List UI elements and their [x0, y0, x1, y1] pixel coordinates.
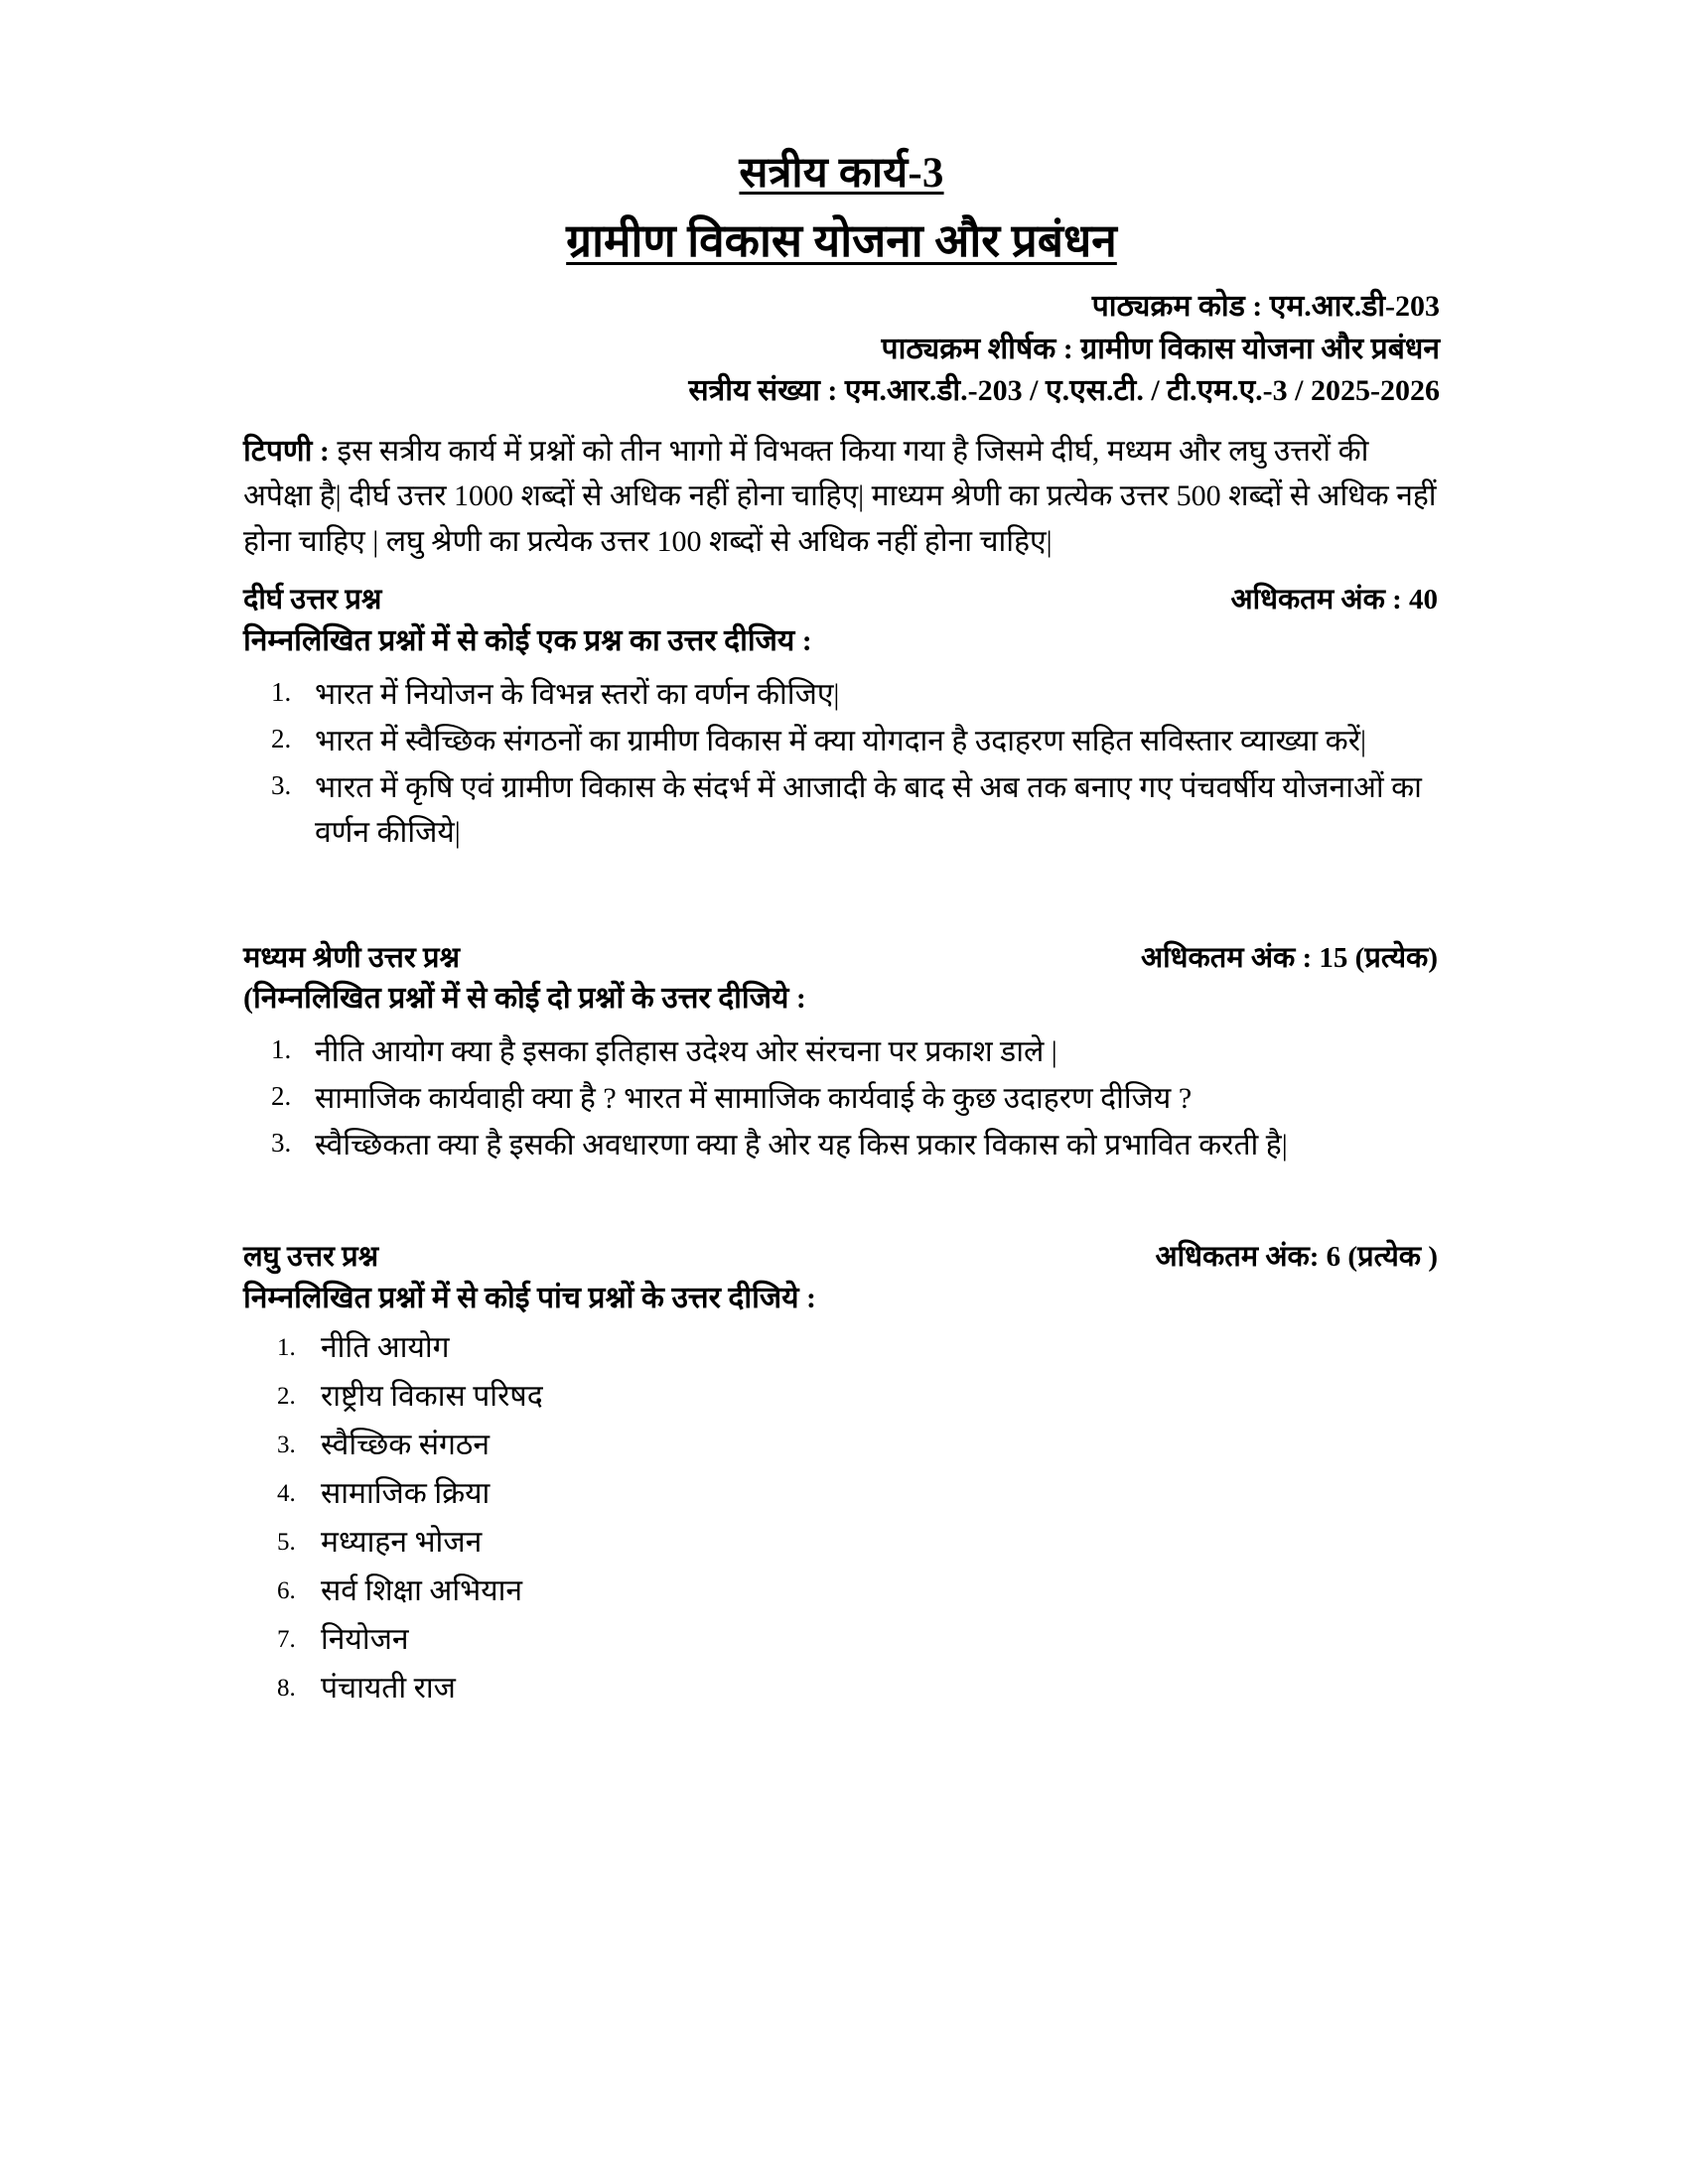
section-long-answer-head [243, 582, 1440, 619]
list-item: भारत में स्वैच्छिक संगठनों का ग्रामीण विकास में क्या योगदान है उदाहरण सहित सविस्तार व्याख्या करें| [315, 724, 1366, 757]
list-item: भारत में कृषि एवं ग्रामीण विकास के संदर्भ में आजादी के बाद से अब तक बनाए गए पंचवर्षीय योजनाओं का वर्णन कीजिये| [315, 770, 1422, 849]
list-item: सर्व शिक्षा अभियान [321, 1574, 523, 1608]
note-paragraph [243, 429, 1440, 565]
list-item: भारत में नियोजन के विभन्न स्तरों का वर्णन कीजिए| [315, 677, 840, 711]
section-medium-answer-marks: अधिकतम अंक : 15 (प्रत्येक) [1140, 941, 1438, 974]
list-item: सामाजिक क्रिया [321, 1477, 491, 1511]
section-long-answer-title: दीर्घ उत्तर प्रश्न [243, 584, 382, 616]
section-medium-answer-head [243, 940, 1440, 978]
course-meta-block [243, 286, 1440, 413]
short-answer-question-list [243, 1328, 1440, 1707]
long-answer-question-list [243, 672, 1440, 855]
list-item: नीति आयोग क्या है इसका इतिहास उदेश्य ओर संरचना पर प्रकाश डाले | [315, 1034, 1057, 1068]
page-subtitle-text: ग्रामीण विकास योजना और प्रबंधन [566, 214, 1117, 266]
list-item: नीति आयोग [321, 1331, 450, 1365]
list-item: स्वैच्छिक संगठन [321, 1429, 490, 1462]
course-code-line: पाठ्यक्रम कोड : एम.आर.डी-203 [1091, 289, 1440, 323]
page-subtitle [243, 213, 1440, 268]
list-item: स्वैच्छिकता क्या है इसकी अवधारणा क्या है ओर यह किस प्रकार विकास को प्रभावित करती है| [315, 1128, 1288, 1161]
note-label: टिपणी : [243, 434, 330, 468]
list-item: मध्याहन भोजन [321, 1526, 483, 1560]
section-medium-answer [243, 940, 1440, 1167]
section-long-answer [243, 582, 1440, 854]
section-short-answer-instruction: निम्नलिखित प्रश्नों में से कोई पांच प्रश्नों के उत्तर दीजिये : [243, 1281, 817, 1314]
note-text: इस सत्रीय कार्य में प्रश्नों को तीन भागो में विभक्त किया गया है जिसमे दीर्घ, मध्यम और लघु उत्तरों की अपेक्षा है| दीर्घ उत्तर 1000 शब्दों से अधिक नहीं होना चाहिए| माध्यम श्रेणी का प्रत्येक उत्तर 500 शब्दों से अधिक नहीं होना चाहिए | लघु श्रेणी का प्रत्येक उत्तर 100 शब्दों से अधिक नहीं होना चाहिए| [243, 434, 1437, 558]
section-medium-answer-title: मध्यम श्रेणी उत्तर प्रश्न [243, 941, 460, 974]
assignment-number-line: सत्रीय संख्या : एम.आर.डी.-203 / ए.एस.टी. / टी.एम.ए.-3 / 2025-2026 [688, 374, 1440, 408]
list-item: पंचायती राज [321, 1672, 456, 1706]
section-spacer [243, 857, 1440, 934]
section-spacer [243, 1169, 1440, 1233]
page-title-text: सत्रीय कार्य-3 [739, 150, 944, 197]
section-short-answer-title: लघु उत्तर प्रश्न [243, 1240, 379, 1273]
section-short-answer-head [243, 1239, 1440, 1277]
section-short-answer [243, 1239, 1440, 1707]
section-medium-answer-instruction: (निम्नलिखित प्रश्नों में से कोई दो प्रश्नों के उत्तर दीजिये : [243, 982, 806, 1016]
list-item: सामाजिक कार्यवाही क्या है ? भारत में सामाजिक कार्यवाई के कुछ उदाहरण दीजिय ? [315, 1081, 1193, 1115]
list-item: नियोजन [321, 1623, 409, 1657]
section-long-answer-instruction: निम्नलिखित प्रश्नों में से कोई एक प्रश्न का उत्तर दीजिय : [243, 624, 812, 658]
list-item: राष्ट्रीय विकास परिषद [321, 1380, 543, 1414]
section-long-answer-marks: अधिकतम अंक : 40 [1230, 584, 1438, 616]
medium-answer-question-list [243, 1029, 1440, 1167]
title-block [243, 149, 1440, 268]
course-title-line: पाठ्यक्रम शीर्षक : ग्रामीण विकास योजना और प्रबंधन [881, 332, 1440, 365]
page-title [243, 149, 1440, 200]
section-short-answer-marks: अधिकतम अंक: 6 (प्रत्येक ) [1155, 1240, 1438, 1273]
